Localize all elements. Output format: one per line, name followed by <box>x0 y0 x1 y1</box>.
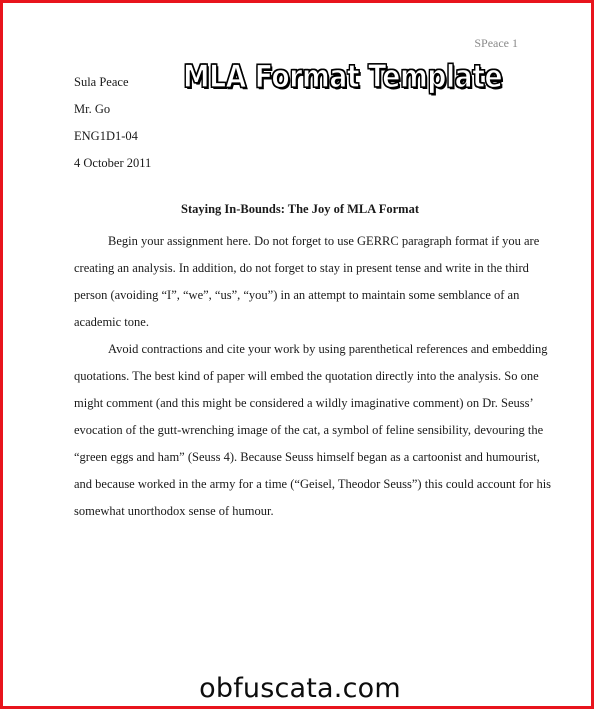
paragraph-line: Avoid contractions and cite your work by using parenthetical references and embedding <box>108 342 548 356</box>
banner-title: MLA Format Template <box>183 59 503 95</box>
paper-title: Staying In-Bounds: The Joy of MLA Format <box>181 202 419 216</box>
paragraph-line: and because worked in the army for a time (“Geisel, Theodor Seuss”) this could account for his <box>74 477 552 491</box>
course-code: ENG1D1-04 <box>74 129 138 143</box>
running-head: SPeace 1 <box>474 36 518 50</box>
student-name: Sula Peace <box>74 75 129 89</box>
paragraph-line: evocation of the gutt-wrenching image of the cat, a symbol of feline sensibility, devouring the <box>74 423 544 437</box>
paragraph-line: quotations. The best kind of paper will embed the quotation directly into the analysis. So one <box>74 369 539 383</box>
body-text <box>74 228 552 525</box>
paragraph <box>74 228 540 336</box>
paragraph-line: “green eggs and ham” (Seuss 4). Because Seuss himself began as a cartoonist and humourist, <box>74 450 540 464</box>
paragraph-line: creating an analysis. In addition, do not forget to stay in present tense and write in the third <box>74 261 529 275</box>
paragraph-line: academic tone. <box>74 315 149 329</box>
paragraph-line: person (avoiding “I”, “we”, “us”, “you”) in an attempt to maintain some semblance of an <box>74 288 520 302</box>
paragraph <box>74 336 552 525</box>
heading-block <box>74 69 151 177</box>
date: 4 October 2011 <box>74 156 152 170</box>
paragraph-line: Begin your assignment here. Do not forget to use GERRC paragraph format if you are <box>108 234 540 248</box>
watermark: obfuscata.com <box>199 673 401 704</box>
teacher-name: Mr. Go <box>74 102 111 116</box>
paragraph-line: might comment (and this might be considered a wildly imaginative comment) on Dr. Seuss’ <box>74 396 534 410</box>
paragraph-line: somewhat unorthodox sense of humour. <box>74 504 274 518</box>
